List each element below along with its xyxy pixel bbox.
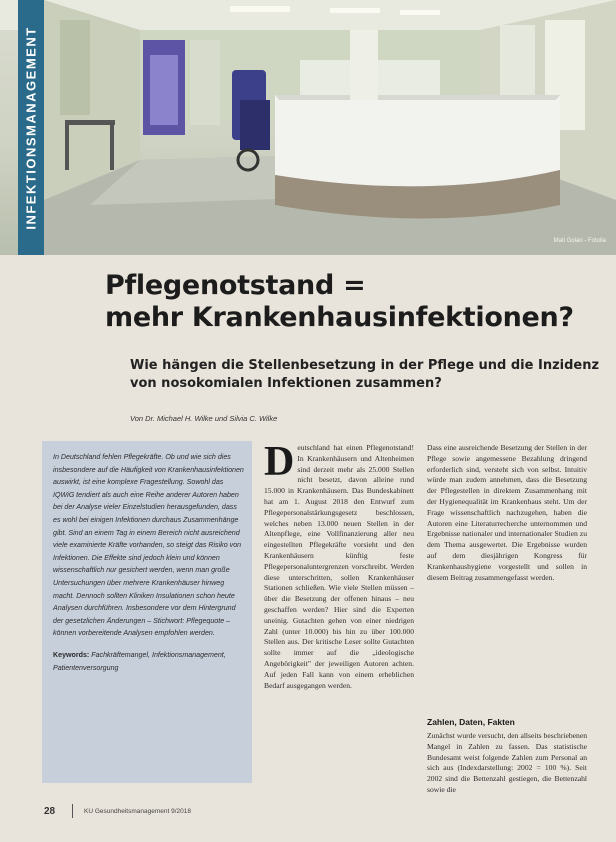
abstract-text: In Deutschland fehlen Pflegekräfte. Ob und wie sich dies insbesondere auf die Häufigkeit von Krankenhausinfektionen auswirkt, ist eine komplexe Fragestellung. Sowohl das IQWiG tendiert als auch eine Reihe anderer Autoren haben bei der Analyse vieler Einzelstudien herausgefunden, dass es wohl bei einigen Infektionen durchaus Zusammenhänge gibt. Sind an einem Tag in einem Bereich nicht ausreichend viele examinierte Kräfte vorhanden, so steigt das Risiko von Infektionen. Die Effekte sind jedoch klein und können wissenschaftlich nur gesichert werden, wenn man große Untersuchungen über mehrere Krankenhäuser hinweg macht. Dennoch sollten Kliniken Insulationen schon heute Analysen durchführen. Insbesondere vor dem Hintergrund der gesetzlichen Änderungen – Stichwort: Pflegequote – können vorbereitende Analysen empfohlen werden. <box>53 453 244 638</box>
body-column-2-continued: Zunächst wurde versucht, den allseits beschriebenen Mangel in Zahlen zu fassen. Das statistische Bundesamt weist folgende Zahlen zum Personal an sich aus (Indexdarstellung: 2002 = 100 %). Seit 2002 sind die Bettenzahl gestiegen, die Bettenzahl sowie die <box>427 731 587 794</box>
author-byline: Von Dr. Michael H. Wilke und Silvia C. Wilke <box>130 414 278 423</box>
section-heading: Zahlen, Daten, Fakten <box>427 717 515 727</box>
article-subtitle-line-1: Wie hängen die Stellenbesetzung in der Pflege und die Inzidenz <box>130 358 600 373</box>
photo-credit: Mati Golan - Fotolia <box>553 238 606 244</box>
body-column-1-text: eutschland hat einen Pflegenotstand! In Krankenhäusern und Altenheimen sind derzeit mehr als 25.000 Stellen nicht besetzt, davon alleine rund 15.000 in Krankenhäusern. Das Bundeskabinett hat am 1. August 2018 den Entwurf zum Pflegepersonalstärkungsgesetz beschlossen, welches neben 13.000 neuen Stellen in der Altenpflege, eine Vollfinanzierung aller neu eingestellten Pflegekräfte vorsieht und den Krankenhäusern künftig feste Pflegepersonaluntergrenzen vorschreibt. Werden diese unterschritten, sollen Krankenhäuser Stationen schließen. Wie viele Stellen müssen – über die Besetzung der offenen hinaus – neu geschaffen werden? Hier sind die Experten uneinig. Gutachten gehen von einer niedrigen Zahl (unter 10.000) bis hin zu über 100.000 Stellen aus. Der kritische Leser sollte Gutachten sollte immer auf die „ideologische Angebörigkeit" der jeweiligen Autoren achten. Auf jeden Fall kann von einem erheblichen Bedarf ausgegangen werden. <box>264 443 414 690</box>
article-subtitle <box>130 357 600 393</box>
footer-divider <box>72 804 73 818</box>
body-column-2: Dass eine ausreichende Besetzung der Stellen in der Pflege sowie angemessene Bezahlung dringend erforderlich sind, versteht sich von selbst. Intuitiv würde man zudem annehmen, dass die Besetzung der Pflegestellen in direktem Zusammenhang mit der Hygienequalität im Krankenhaus steht. Um der Frage wissenschaftlich nachzugehen, haben die Autoren eine Literaturrecherche unternommen und Ergebnisse nationaler und internationaler Studien zu dem Thema ausgewertet. Die Ergebnisse wurden auf dem diesjährigen Kongress für Krankenhaushygiene vorgestellt und sollen in diesem Beitrag zusammengefasst werden. <box>427 443 587 582</box>
body-column-1 <box>264 439 414 691</box>
journal-name: KU Gesundheitsmanagement 9/2018 <box>84 808 191 815</box>
drop-cap: D <box>264 439 295 485</box>
keywords-text: Fachkräftemangel, Infektionsmanagement, Patientenversorgung <box>53 650 226 672</box>
section-label: INFEKTIONSMANAGEMENT <box>23 26 39 230</box>
abstract-box <box>42 441 252 783</box>
article-subtitle-line-2: von nosokomialen Infektionen zusammen? <box>130 376 442 391</box>
article-title-line-2: mehr Krankenhausinfektionen? <box>105 302 574 333</box>
keywords <box>53 649 244 674</box>
article-title <box>105 270 605 334</box>
page-number: 28 <box>44 806 56 817</box>
article-title-line-1: Pflegenotstand = <box>105 270 366 301</box>
hospital-ward-photo <box>0 0 616 255</box>
hospital-corridor-illustration <box>0 0 616 255</box>
keywords-label: Keywords: <box>53 650 90 659</box>
